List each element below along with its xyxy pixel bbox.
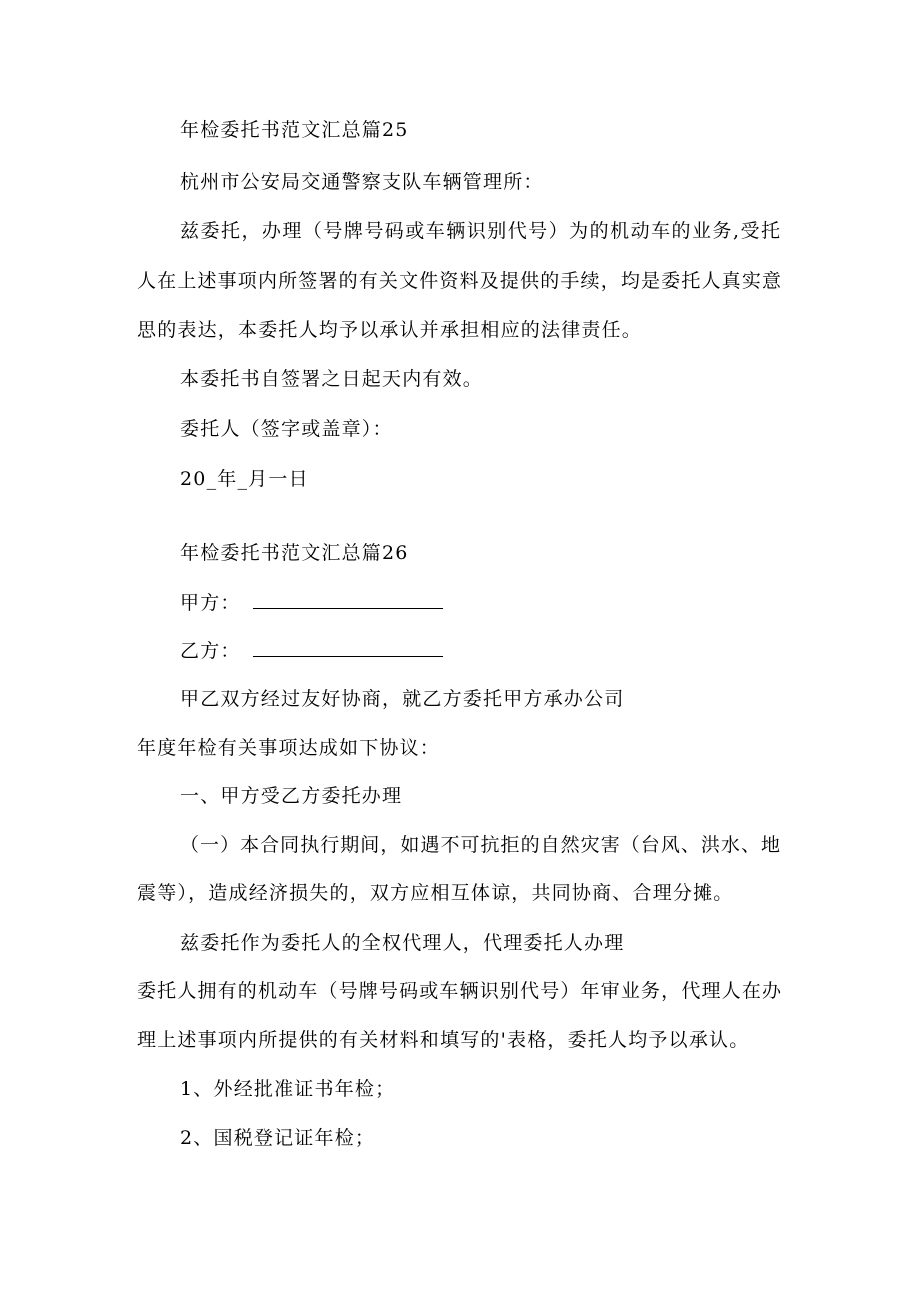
party-b-blank (253, 638, 443, 657)
paragraph-line: 委托人拥有的机动车（号牌号码或车辆识别代号）年审业务，代理人在办 (137, 980, 781, 1002)
list-item: 2、国税登记证年检； (180, 1127, 376, 1149)
paragraph-line: 兹委托作为委托人的全权代理人，代理委托人办理 (180, 932, 625, 954)
item-1: 一、甲方受乙方委托办理 (180, 785, 403, 807)
party-a-label: 甲方： (180, 592, 241, 614)
party-b-row (180, 638, 443, 664)
paragraph-line: 年度年检有关事项达成如下协议： (137, 737, 441, 759)
clause-line: （一）本合同执行期间，如遇不可抗拒的自然灾害（台风、洪水、地 (180, 834, 780, 856)
list-item: 1、外经批准证书年检； (180, 1078, 396, 1100)
paragraph-line: 理上述事项内所提供的有关材料和填写的'表格，委托人均予以承认。 (137, 1029, 750, 1051)
section-26-heading: 年检委托书范文汇总篇26 (180, 542, 409, 564)
party-b-label: 乙方： (180, 640, 241, 662)
signature-line: 委托人（签字或盖章）： (180, 418, 393, 440)
addressee: 杭州市公安局交通警察支队车辆管理所： (180, 171, 544, 193)
paragraph-line: 兹委托，办理（号牌号码或车辆识别代号）为的机动车的业务,受托 (180, 220, 780, 242)
paragraph-line: 甲乙双方经过友好协商，就乙方委托甲方承办公司 (180, 688, 625, 710)
paragraph-line: 人在上述事项内所签署的有关文件资料及提供的手续，均是委托人真实意 (137, 270, 781, 292)
clause-line: 震等），造成经济损失的，双方应相互体谅，共同协商、合理分摊。 (137, 882, 734, 904)
date-line: 20_年_月一日 (180, 468, 309, 490)
party-a-blank (253, 590, 443, 609)
validity-statement: 本委托书自签署之日起天内有效。 (180, 368, 484, 390)
paragraph-line: 思的表达，本委托人均予以承认并承担相应的法律责任。 (137, 319, 643, 341)
party-a-row (180, 590, 443, 616)
section-25-heading: 年检委托书范文汇总篇25 (180, 119, 409, 141)
